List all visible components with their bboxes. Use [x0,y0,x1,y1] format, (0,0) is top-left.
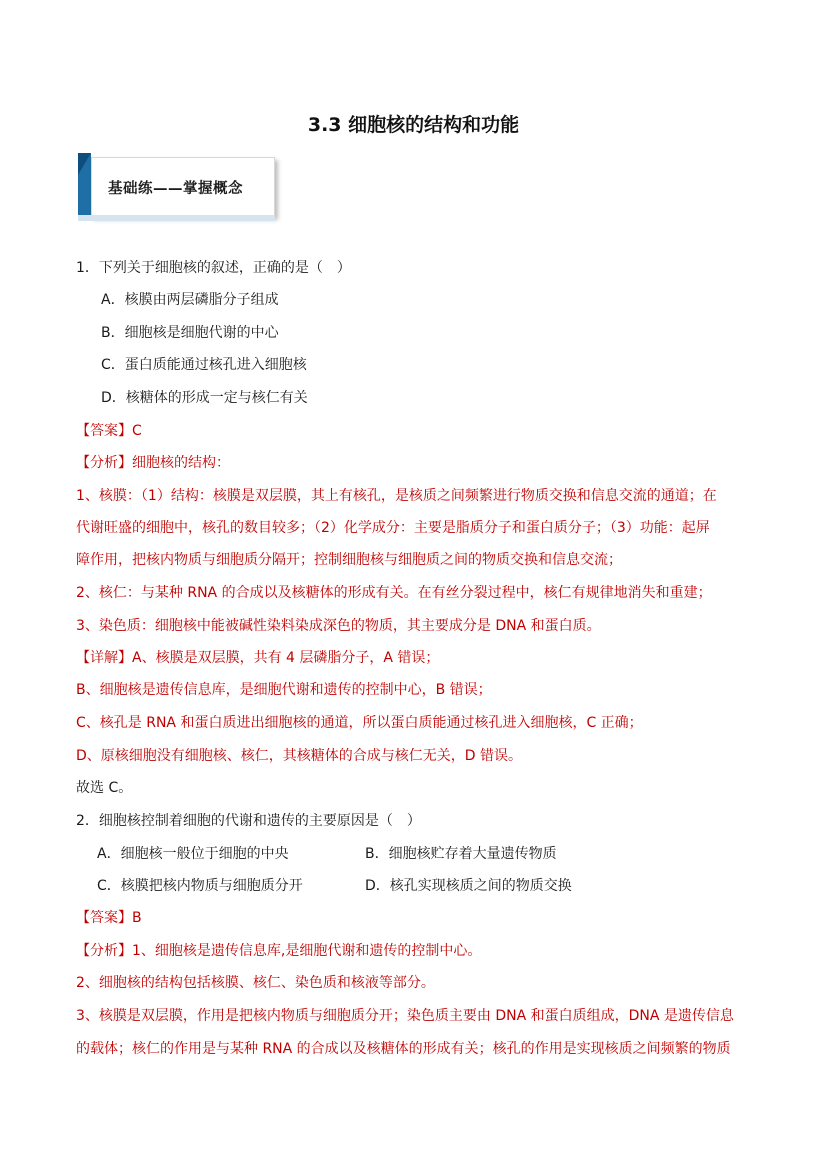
question-1-stem: 1．下列关于细胞核的叙述，正确的是（ ） [76,260,351,276]
question-1-option-a: A．核膜由两层磷脂分子组成 [101,292,279,308]
banner-bottom-stripe [78,215,275,221]
question-1-analysis-line: 2、核仁：与某种 RNA 的合成以及核糖体的形成有关。在有丝分裂过程中，核仁有规律地消失和重建； [76,585,712,601]
question-1-conclusion: 故选 C。 [76,780,133,796]
question-1-option-b: B．细胞核是细胞代谢的中心 [101,325,279,341]
question-2-stem: 2．细胞核控制着细胞的代谢和遗传的主要原因是（ ） [76,813,421,829]
question-2-analysis-line: 3、核膜是双层膜，作用是把核内物质与细胞质分开；染色质主要由 DNA 和蛋白质组成，DNA 是遗传信息 [76,1008,734,1024]
question-2-option-d: D．核孔实现核质之间的物质交换 [365,878,572,894]
question-1-analysis-line: 代谢旺盛的细胞中，核孔的数目较多；（2）化学成分：主要是脂质分子和蛋白质分子；（3）功能：起屏 [76,520,710,536]
question-1-option-c: C．蛋白质能通过核孔进入细胞核 [101,357,307,373]
question-1-analysis-line: 3、染色质：细胞核中能被碱性染料染成深色的物质，其主要成分是 DNA 和蛋白质。 [76,618,601,634]
question-1-detail-line: 【详解】A、核膜是双层膜，共有 4 层磷脂分子，A 错误； [76,650,440,666]
question-2-option-b: B．细胞核贮存着大量遗传物质 [365,846,557,862]
question-1-detail-line: B、细胞核是遗传信息库，是细胞代谢和遗传的控制中心，B 错误； [76,682,492,698]
question-2-option-c: C．核膜把核内物质与细胞质分开 [97,878,303,894]
question-2-option-a: A．细胞核一般位于细胞的中央 [97,846,289,862]
question-1-answer: 【答案】C [76,423,142,439]
question-1-analysis-line: 1、核膜：（1）结构：核膜是双层膜，其上有核孔，是核质之间频繁进行物质交换和信息交流的通道；在 [76,488,717,504]
question-1-detail-line: D、原核细胞没有细胞核、核仁，其核糖体的合成与核仁无关，D 错误。 [76,748,523,764]
section-banner [78,153,275,221]
question-1-option-d: D．核糖体的形成一定与核仁有关 [101,390,308,406]
question-1-detail-line: C、核孔是 RNA 和蛋白质进出细胞核的通道，所以蛋白质能通过核孔进入细胞核，C 正确； [76,715,643,731]
question-1-analysis-line: 障作用，把核内物质与细胞质分隔开；控制细胞核与细胞质之间的物质交换和信息交流； [76,552,622,568]
question-2-analysis-line: 的载体；核仁的作用是与某种 RNA 的合成以及核糖体的形成有关；核孔的作用是实现核质之间频繁的物质 [76,1041,731,1057]
banner-accent-corner [78,153,91,175]
page-title: 3.3 细胞核的结构和功能 [307,114,520,136]
question-2-analysis-line: 【分析】1、细胞核是遗传信息库,是细胞代谢和遗传的控制中心。 [76,943,482,959]
banner-label: 基础练——掌握概念 [108,181,243,197]
question-2-answer: 【答案】B [76,910,142,926]
question-2-analysis-line: 2、细胞核的结构包括核膜、核仁、染色质和核液等部分。 [76,975,435,991]
question-1-analysis-heading: 【分析】细胞核的结构： [76,455,230,471]
